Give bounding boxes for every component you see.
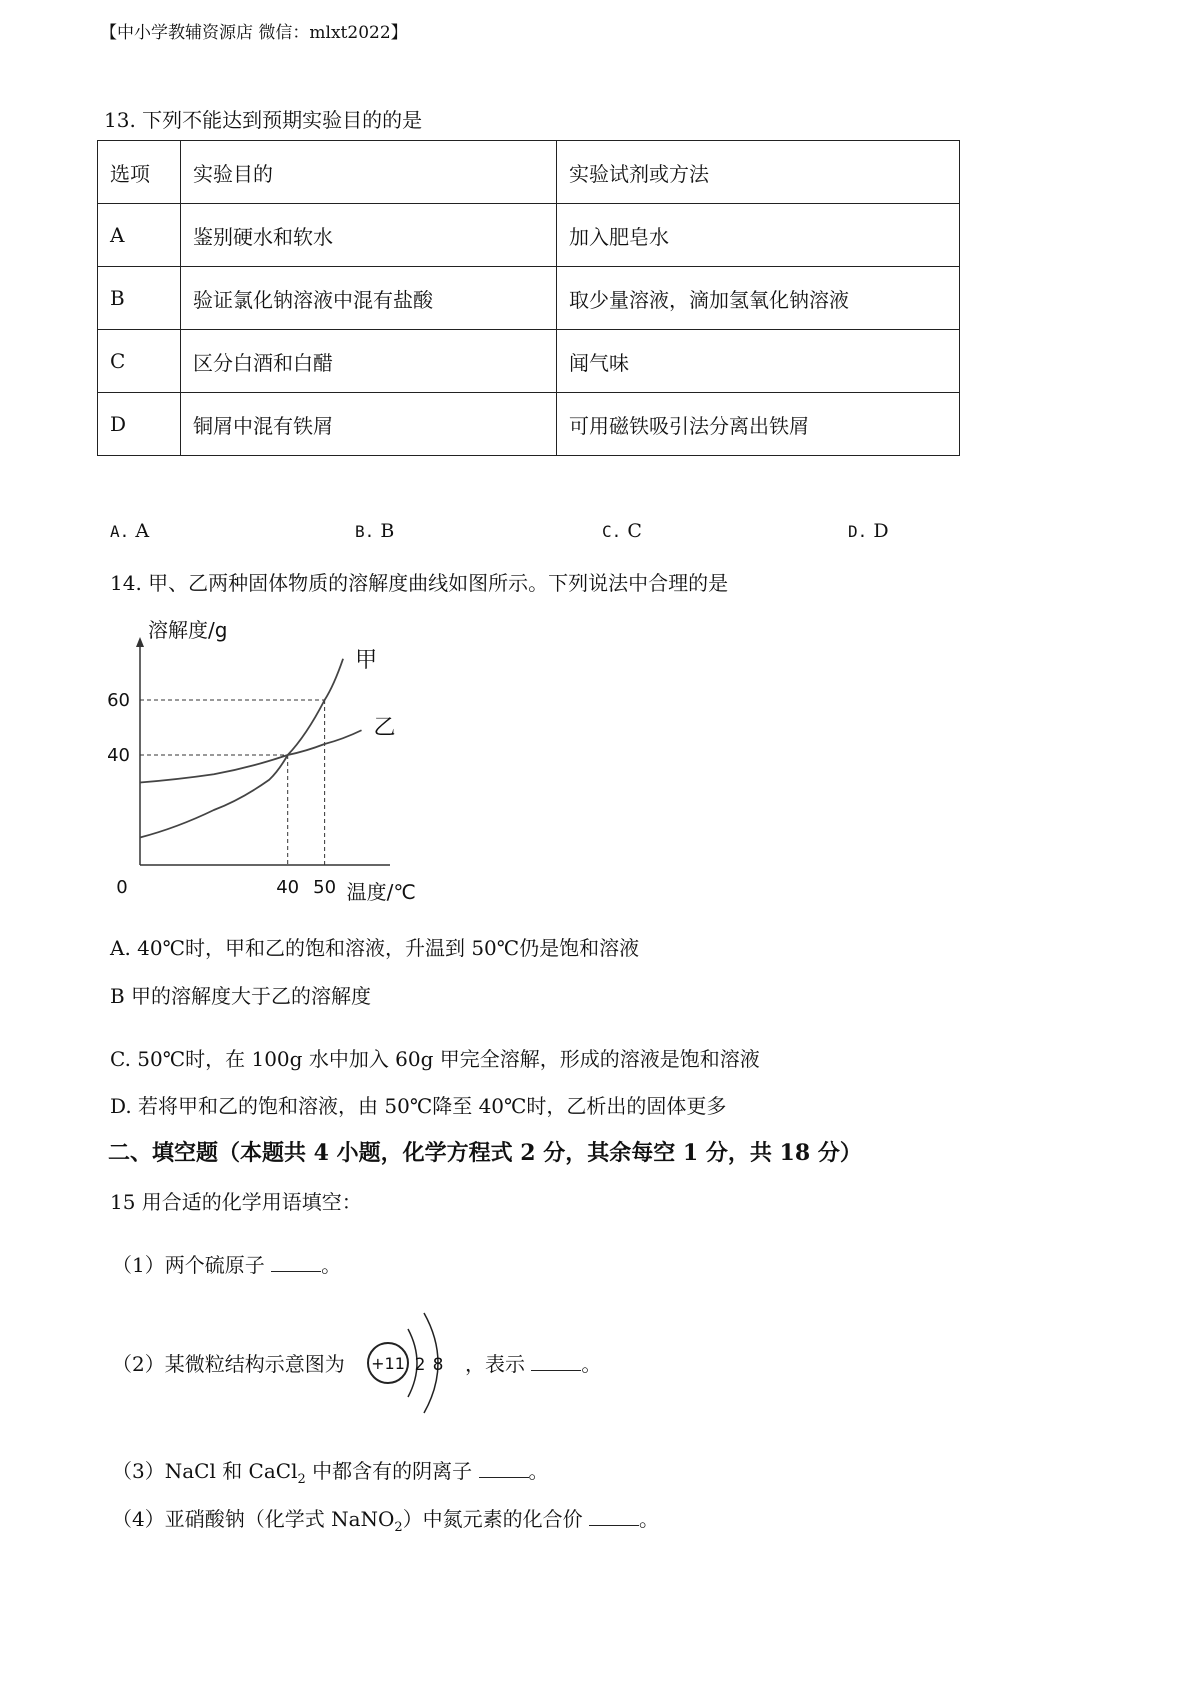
table-row xyxy=(98,330,960,393)
q13-table xyxy=(97,140,960,456)
shell-2-electrons: 8 xyxy=(432,1355,444,1375)
part-text: ）中氮元素的化合价 xyxy=(402,1507,583,1531)
end-mark: 。 xyxy=(639,1507,660,1531)
option-text: A xyxy=(135,520,150,542)
table-cell: 取少量溶液，滴加氢氧化钠溶液 xyxy=(557,267,960,330)
page-header: 【中小学教辅资源店 微信：mlxt2022】 xyxy=(100,23,408,43)
option-text: C xyxy=(627,520,642,542)
table-cell: C xyxy=(98,330,181,393)
q14-option-a: A. 40℃时，甲和乙的饱和溶液，升温到 50℃仍是饱和溶液 xyxy=(110,936,640,960)
part-text: 中都含有的阴离子 xyxy=(312,1459,473,1483)
solubility-chart xyxy=(100,615,416,905)
subscript: 2 xyxy=(394,1520,403,1535)
q13-stem: 13. 下列不能达到预期实验目的的是 xyxy=(104,108,423,132)
q13-option-a xyxy=(110,520,149,542)
part-text: （4）亚硝酸钠（化学式 NaNO xyxy=(112,1507,395,1531)
table-cell: 加入肥皂水 xyxy=(557,204,960,267)
q15-part-3 xyxy=(112,1455,549,1487)
option-key: D. xyxy=(848,522,868,541)
table-header-cell: 实验试剂或方法 xyxy=(557,141,960,204)
series-label: 甲 xyxy=(355,647,378,673)
table-row xyxy=(98,393,960,456)
option-key: A. xyxy=(110,522,130,541)
table-cell: 区分白酒和白醋 xyxy=(181,330,557,393)
table-cell: 闻气味 xyxy=(557,330,960,393)
q15-stem: 15 用合适的化学用语填空： xyxy=(110,1190,362,1214)
x-axis-label: 温度/℃ xyxy=(346,880,416,904)
table-cell: 铜屑中混有铁屑 xyxy=(181,393,557,456)
subscript: 2 xyxy=(297,1472,306,1487)
table-header-row xyxy=(98,141,960,204)
q15-part-1 xyxy=(112,1249,341,1278)
x-tick-label: 50 xyxy=(313,877,337,898)
q14-option-c: C. 50℃时，在 100g 水中加入 60g 甲完全溶解，形成的溶液是饱和溶液 xyxy=(110,1047,760,1071)
option-key: C. xyxy=(602,522,622,541)
table-cell: B xyxy=(98,267,181,330)
answer-blank xyxy=(271,1253,321,1272)
q14-option-b: B 甲的溶解度大于乙的溶解度 xyxy=(110,984,372,1008)
x-tick-label: 40 xyxy=(276,877,300,898)
series-label: 乙 xyxy=(373,715,396,741)
q13-option-d xyxy=(848,520,889,542)
answer-blank xyxy=(479,1459,529,1478)
section-title: 二、填空题（本题共 4 小题，化学方程式 2 分，其余每空 1 分，共 18 分） xyxy=(108,1140,862,1166)
series-line-yi xyxy=(140,730,362,782)
option-key: B. xyxy=(355,522,375,541)
table-header-cell: 选项 xyxy=(98,141,181,204)
q13-option-c xyxy=(602,520,642,542)
table-cell: 鉴别硬水和软水 xyxy=(181,204,557,267)
table-cell: 验证氯化钠溶液中混有盐酸 xyxy=(181,267,557,330)
table-row xyxy=(98,204,960,267)
table-cell: A xyxy=(98,204,181,267)
y-tick-label: 40 xyxy=(107,745,130,766)
end-mark: 。 xyxy=(581,1352,602,1376)
table-header-cell: 实验目的 xyxy=(181,141,557,204)
table-row xyxy=(98,267,960,330)
shell-1-electrons: 2 xyxy=(414,1355,426,1375)
table-cell: D xyxy=(98,393,181,456)
q15-part-4 xyxy=(112,1503,659,1535)
q15-part-2-prefix: （2）某微粒结构示意图为 xyxy=(112,1352,345,1376)
x-tick-label: 0 xyxy=(116,877,128,898)
option-text: B xyxy=(380,520,395,542)
y-tick-label: 60 xyxy=(107,690,130,711)
y-axis-arrow xyxy=(136,637,144,647)
q15-part-2-suffix xyxy=(465,1348,601,1377)
answer-blank xyxy=(531,1352,581,1371)
part-text: （3）NaCl 和 CaCl xyxy=(112,1459,298,1483)
nucleus-charge: +11 xyxy=(371,1354,405,1373)
q14-option-d: D. 若将甲和乙的饱和溶液，由 50℃降至 40℃时，乙析出的固体更多 xyxy=(110,1094,727,1118)
answer-blank xyxy=(589,1507,639,1526)
end-mark: 。 xyxy=(321,1253,342,1277)
y-axis-label: 溶解度/g xyxy=(148,618,228,642)
end-mark: 。 xyxy=(528,1459,549,1483)
q13-option-b xyxy=(355,520,394,542)
option-text: D xyxy=(873,520,889,542)
part-text: （1）两个硫原子 xyxy=(112,1253,265,1277)
atom-structure-diagram xyxy=(358,1305,458,1420)
table-cell: 可用磁铁吸引法分离出铁屑 xyxy=(557,393,960,456)
part-text: ，表示 xyxy=(465,1352,525,1376)
q14-stem: 14. 甲、乙两种固体物质的溶解度曲线如图所示。下列说法中合理的是 xyxy=(110,571,729,595)
